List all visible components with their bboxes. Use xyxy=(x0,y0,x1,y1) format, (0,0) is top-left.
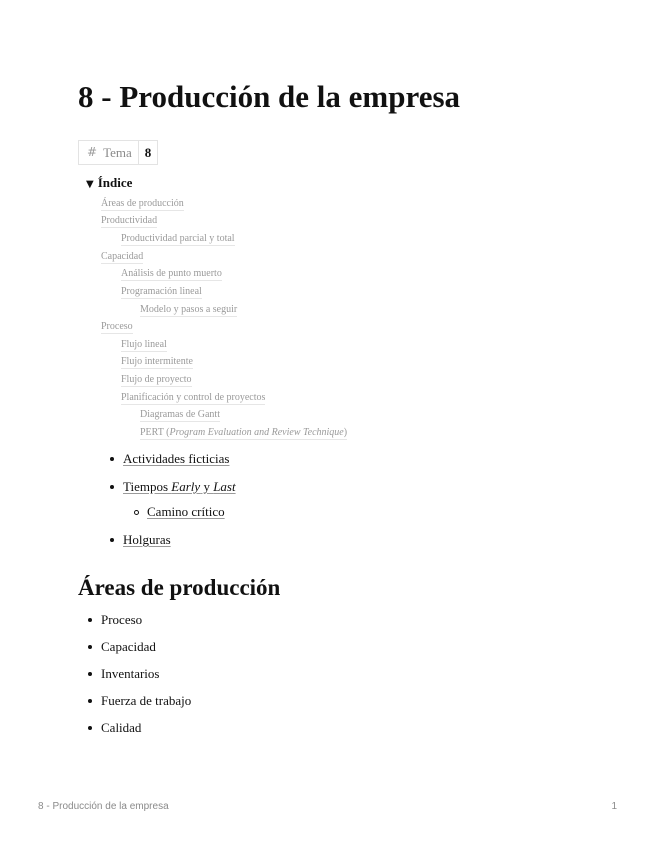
toc-link[interactable]: Capacidad xyxy=(101,251,144,262)
toc-link[interactable]: Diagramas de Gantt xyxy=(140,409,220,420)
list-item: Calidad xyxy=(101,720,142,735)
tiempos-early: Early xyxy=(171,479,201,494)
toc-toggle[interactable] xyxy=(86,175,132,193)
toggle-triangle-icon[interactable]: ▼ xyxy=(86,179,94,190)
tiempos-last: Last xyxy=(213,479,236,494)
link-holguras[interactable]: Holguras xyxy=(123,532,171,547)
toc-link[interactable]: Flujo intermitente xyxy=(121,356,193,367)
bullet-dot xyxy=(88,645,92,649)
footer-title: 8 - Producción de la empresa xyxy=(38,801,169,812)
link-camino-critico[interactable]: Camino crítico xyxy=(147,504,225,519)
list-item: Proceso xyxy=(101,612,143,627)
toc-link[interactable]: Planificación y control de proyectos xyxy=(121,392,266,403)
property-row xyxy=(78,140,158,165)
toc-link[interactable]: Productividad xyxy=(101,215,158,226)
toc-link[interactable]: Programación lineal xyxy=(121,286,202,297)
property-value[interactable]: 8 xyxy=(144,145,152,160)
property-key xyxy=(79,141,139,164)
link-tiempos-early-last[interactable] xyxy=(123,479,236,495)
bullet-dot xyxy=(88,618,92,622)
pert-italic: Program Evaluation and Review Technique xyxy=(169,427,344,438)
toc-link-pert[interactable] xyxy=(140,426,347,440)
bullet-dot xyxy=(88,726,92,730)
tiempos-prefix: Tiempos xyxy=(123,479,172,494)
section-heading: Áreas de producción xyxy=(78,575,281,600)
bullet-dot xyxy=(88,672,92,676)
property-key-label: Tema xyxy=(103,145,132,160)
page-title: 8 - Producción de la empresa xyxy=(78,79,461,114)
hash-icon: # xyxy=(87,145,98,159)
toc-link[interactable]: Flujo lineal xyxy=(121,339,167,350)
toc-link[interactable]: Áreas de producción xyxy=(101,198,184,209)
bullet-dot xyxy=(88,699,92,703)
bullet-circle xyxy=(134,510,139,515)
list-item: Inventarios xyxy=(101,666,160,681)
toc-link[interactable]: Proceso xyxy=(101,321,133,332)
toc-toggle-label: Índice xyxy=(97,175,133,190)
footer-page-number: 1 xyxy=(611,801,617,812)
pert-prefix: PERT ( xyxy=(140,427,170,438)
bullet-dot xyxy=(110,457,114,461)
toc-link[interactable]: Análisis de punto muerto xyxy=(121,268,222,279)
pert-suffix: ) xyxy=(343,427,348,438)
toc-link[interactable]: Modelo y pasos a seguir xyxy=(140,304,238,315)
bullet-dot xyxy=(110,538,114,542)
bullet-dot xyxy=(110,485,114,489)
link-actividades-ficticias[interactable]: Actividades ficticias xyxy=(123,451,230,466)
list-item: Fuerza de trabajo xyxy=(101,693,192,708)
toc-link[interactable]: Productividad parcial y total xyxy=(121,233,235,244)
toc-link[interactable]: Flujo de proyecto xyxy=(121,374,192,385)
list-item: Capacidad xyxy=(101,639,156,654)
tiempos-y: y xyxy=(200,479,214,494)
